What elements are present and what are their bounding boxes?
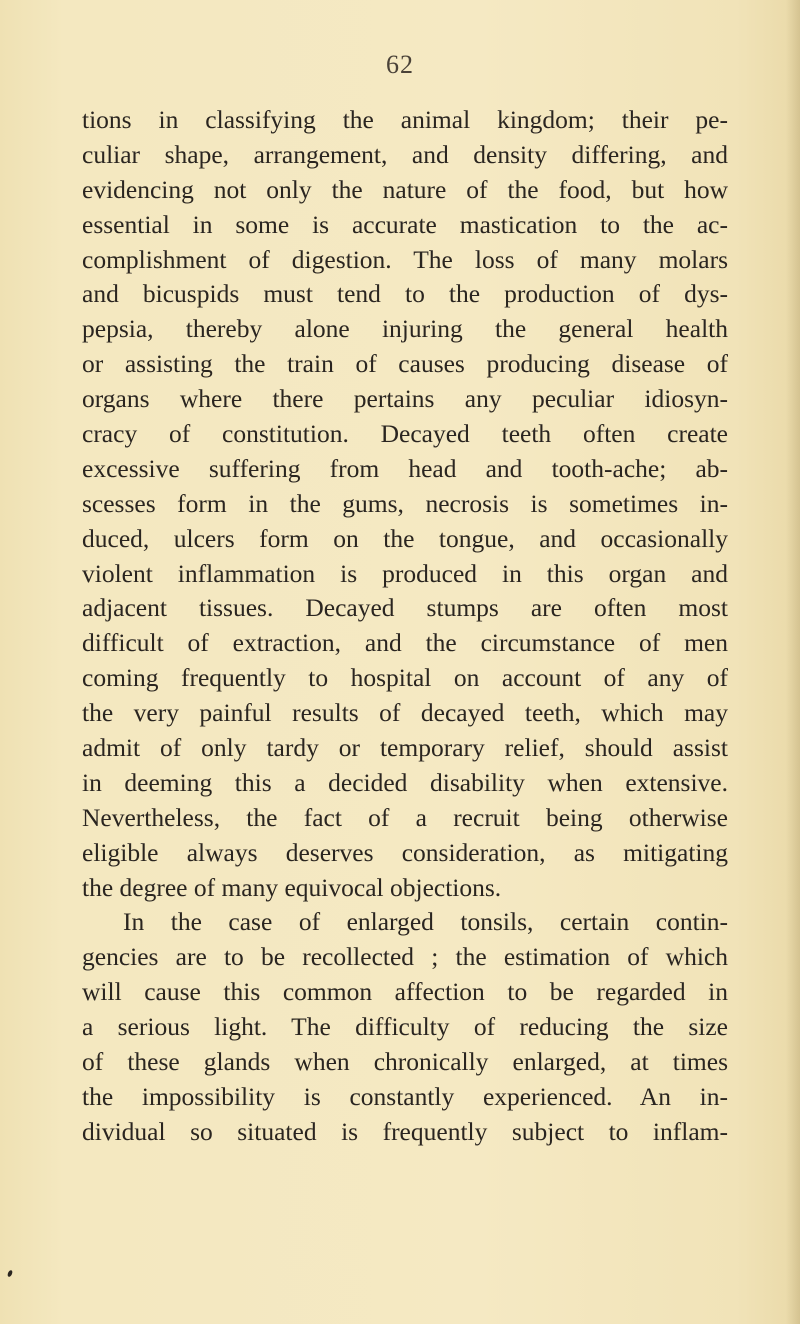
text-line: culiar shape, arrangement, and density differing, and [82,139,728,169]
text-line: In the case of enlarged tonsils, certain contin- [123,907,728,937]
text-line: coming frequently to hospital on account of any of [82,663,728,693]
text-line: tions in classifying the animal kingdom; their pe- [82,105,728,134]
text-line: admit of only tardy or temporary relief, should assist [82,733,728,763]
ink-speck [7,1269,14,1277]
text-line: pepsia, thereby alone injuring the general health [82,314,728,344]
text-line: complishment of digestion. The loss of many molars [82,244,728,274]
body-text [82,103,728,1150]
text-line: will cause this common affection to be regarded in [82,977,728,1007]
text-line: difficult of extraction, and the circumstance of men [82,628,728,658]
text-line: violent inflammation is produced in this organ and [82,558,728,588]
text-line: a serious light. The difficulty of reducing the size [82,1012,728,1042]
paragraph-2 [82,905,728,1149]
text-line: and bicuspids must tend to the production of dys- [82,279,728,309]
page-number: 62 [386,50,414,79]
page-edge-shadow [786,0,800,1324]
text-line: eligible always deserves consideration, as mitigating [82,837,728,867]
text-line: or assisting the train of causes producing disease of [82,349,728,379]
text-line: the degree of many equivocal objections. [82,872,502,902]
text-line: of these glands when chronically enlarged, at times [82,1047,728,1077]
text-line: evidencing not only the nature of the food, but how [82,174,728,204]
text-line: duced, ulcers form on the tongue, and occasionally [82,523,728,553]
text-line: essential in some is accurate mastication to the ac- [82,209,728,239]
text-line: in deeming this a decided disability when extensive. [82,767,728,797]
text-line: dividual so situated is frequently subject to inflam- [82,1116,728,1146]
text-line: cracy of constitution. Decayed teeth often create [82,419,728,449]
paragraph-1 [82,103,728,905]
text-line: the impossibility is constantly experienced. An in- [82,1081,728,1111]
text-line: scesses form in the gums, necrosis is sometimes in- [82,488,728,518]
text-line: gencies are to be recollected ; the estimation of which [82,942,728,972]
text-line: organs where there pertains any peculiar idiosyn- [82,384,728,414]
text-line: the very painful results of decayed teeth, which may [82,698,728,728]
text-line: excessive suffering from head and tooth-ache; ab- [82,453,728,483]
text-line: Nevertheless, the fact of a recruit being otherwise [82,802,728,832]
text-line: adjacent tissues. Decayed stumps are often most [82,593,728,623]
